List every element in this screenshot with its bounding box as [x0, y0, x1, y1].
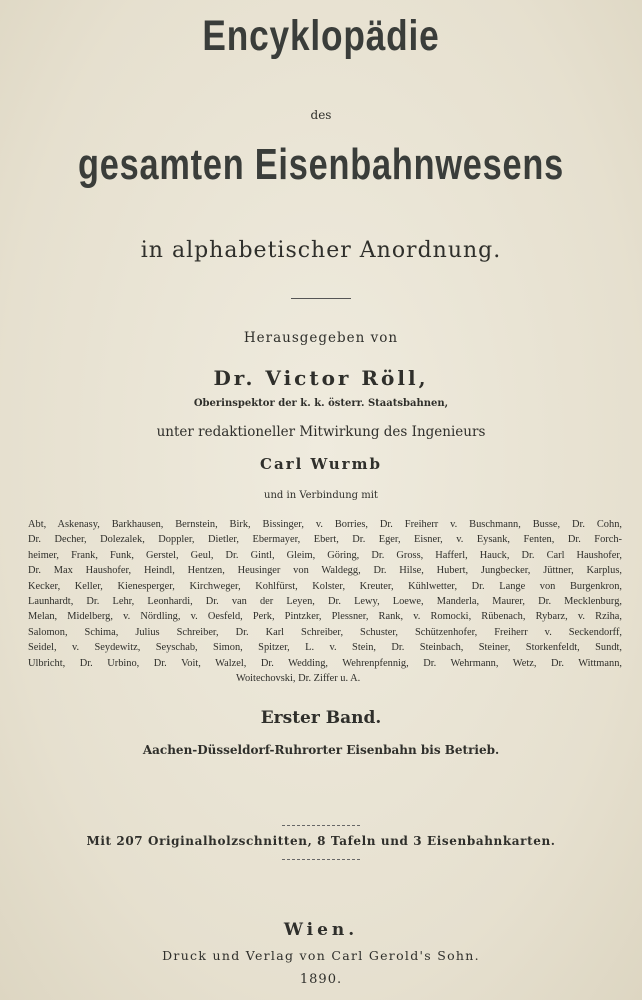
- editor-position: Oberinspektor der k. k. österr. Staatsbahnen,: [193, 398, 449, 409]
- imprint-city: Wien.: [283, 920, 359, 940]
- collaboration-intro: unter redaktioneller Mitwirkung des Ingenieurs: [156, 424, 486, 440]
- contributor-line: Salomon, Schima, Julius Schreiber, Dr. Karl Schreiber, Schuster, Schützenhofer, Freiherr v. Seckendorff,: [28, 626, 622, 638]
- collaborator-name: Carl Wurmb: [260, 455, 382, 473]
- contributors-intro: und in Verbindung mit: [264, 490, 378, 501]
- editor-name: Dr. Victor Röll,: [213, 366, 429, 390]
- contributor-line: Abt, Askenasy, Barkhausen, Bernstein, Birk, Bissinger, v. Borries, Dr. Freiherr v. Buschmann, Busse, Dr. Cohn,: [28, 519, 622, 530]
- contributor-line: Dr. Decher, Dolezalek, Doppler, Dietler, Ebermayer, Ebert, Dr. Eger, Eisner, v. Eysank, Fenten, Dr. Forch-: [28, 534, 622, 546]
- imprint-year: 1890.: [299, 972, 343, 987]
- contributor-line: Woitechovski, Dr. Ziffer u. A.: [236, 673, 361, 685]
- contributor-line: Launhardt, Dr. Lehr, Leonhardi, Dr. van der Leyen, Dr. Lewy, Loewe, Manderla, Maurer, Dr. Mecklenburg,: [28, 596, 622, 608]
- subtitle: in alphabetischer Anordnung.: [140, 238, 502, 263]
- volume-range: Aachen-Düsseldorf-Ruhrorter Eisenbahn bis Betrieb.: [142, 743, 500, 757]
- volume-label: Erster Band.: [260, 708, 382, 728]
- contributor-list: [28, 517, 622, 686]
- divider-rule: [282, 859, 360, 860]
- title-line-1: Encyklopädie: [202, 12, 440, 60]
- contributor-line: Seidel, v. Seydewitz, Seyschab, Simon, Spitzer, L. v. Stein, Dr. Steinbach, Steiner, Storkenfeldt, Sundt,: [28, 642, 622, 654]
- divider-rule: [282, 825, 360, 826]
- contributor-line: heimer, Frank, Funk, Gerstel, Geul, Dr. Gintl, Gleim, Göring, Dr. Gross, Hafferl, Hauck, Dr. Carl Haushofer,: [28, 549, 622, 561]
- editor-intro: Herausgegeben von: [243, 330, 399, 346]
- title-line-2: gesamten Eisenbahnwesens: [77, 140, 565, 189]
- contributor-line: Ulbricht, Dr. Urbino, Dr. Voit, Walzel, Dr. Wedding, Wehrenpfennig, Dr. Wehrmann, Wetz, Dr. Wittmann,: [28, 657, 622, 669]
- contributor-line: Dr. Max Haushofer, Heindl, Hentzen, Heusinger von Waldegg, Dr. Hilse, Hubert, Jungbecker, Jüttner, Karplus,: [28, 565, 622, 577]
- contributor-line: Kecker, Keller, Kienesperger, Kirchweger, Kohlfürst, Kolster, Kreuter, Kühlwetter, Dr. Lange von Burgenkron,: [28, 580, 622, 592]
- contributor-line: Melan, Midelberg, v. Nördling, v. Oesfeld, Perk, Pintzker, Plessner, Rank, v. Romocki, Rübenach, Rybarz, v. Rziha,: [28, 611, 622, 623]
- title-connector: des: [310, 108, 332, 122]
- illustrations-note: Mit 207 Originalholzschnitten, 8 Tafeln und 3 Eisenbahnkarten.: [86, 834, 556, 848]
- imprint-publisher: Druck und Verlag von Carl Gerold's Sohn.: [162, 948, 480, 963]
- divider-rule: [291, 298, 351, 299]
